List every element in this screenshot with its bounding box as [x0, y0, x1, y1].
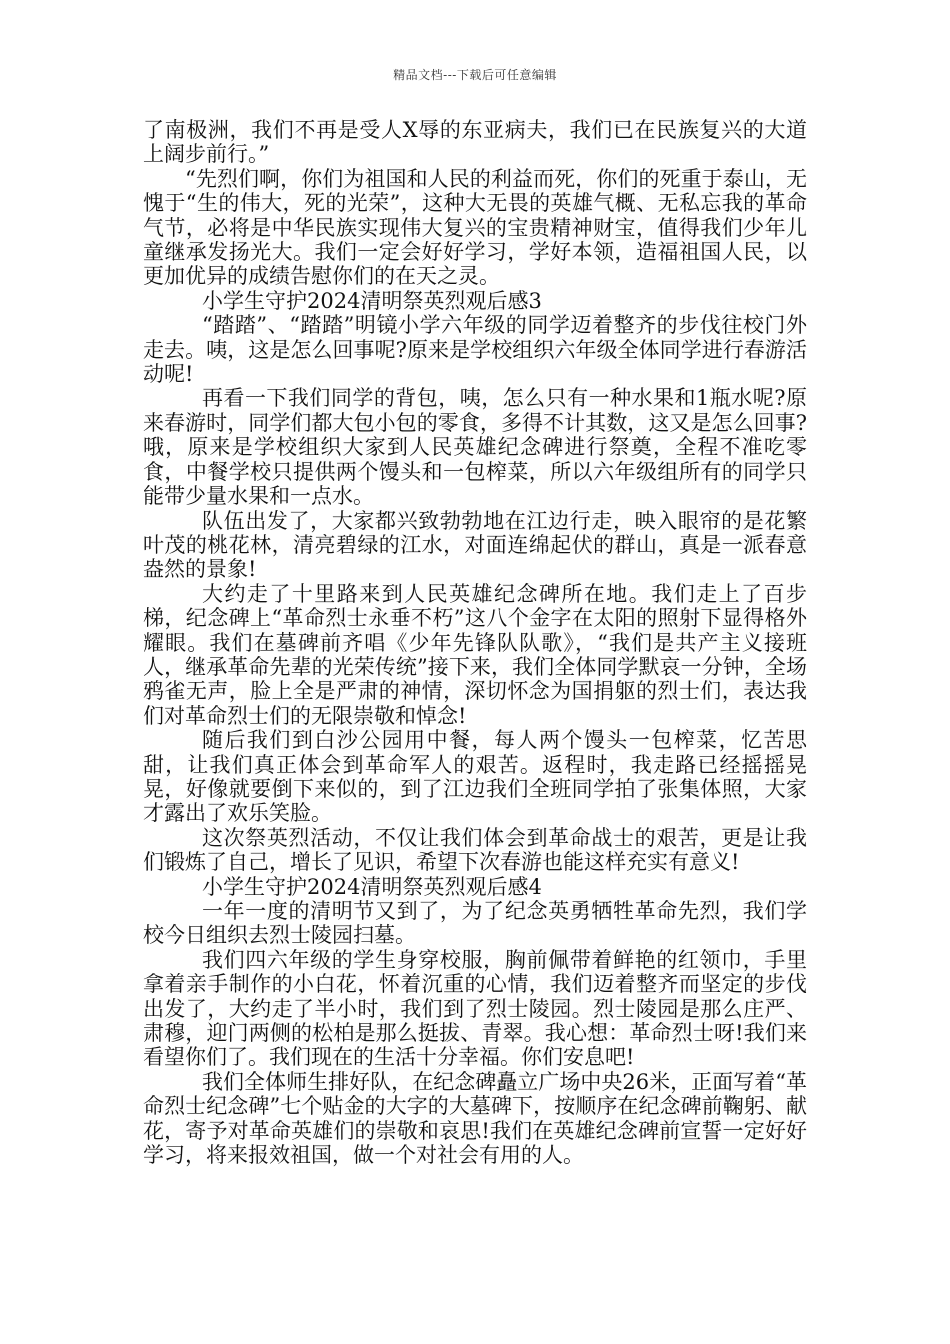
paragraph: 随后我们到白沙公园用中餐，每人两个馒头一包榨菜，忆苦思甜，让我们真正体会到革命军人的艰苦。返程时，我走路已经摇摇晃晃，好像就要倒下来似的，到了江边我们全班同学拍了张集体照，大家才露出了欢乐笑脸。 — [143, 728, 807, 826]
document-body — [143, 118, 807, 1167]
page-header: 精品文档---下载后可任意编辑 — [393, 68, 557, 82]
paragraph: 大约走了十里路来到人民英雄纪念碑所在地。我们走上了百步梯，纪念碑上“革命烈士永垂不朽”这八个金字在太阳的照射下显得格外耀眼。我们在墓碑前齐唱《少年先锋队队歌》，“我们是共产主义接班人，继承革命先辈的光荣传统”接下来，我们全体同学默哀一分钟，全场鸦雀无声，脸上全是严肃的神情，深切怀念为国捐躯的烈士们，表达我们对革命烈士们的无限崇敬和悼念! — [143, 581, 807, 728]
paragraph: 队伍出发了，大家都兴致勃勃地在江边行走，映入眼帘的是花繁叶茂的桃花林，清亮碧绿的江水，对面连绵起伏的群山，真是一派春意盎然的景象! — [143, 508, 807, 582]
section-heading: 小学生守护2024清明祭英烈观后感4 — [202, 874, 542, 899]
paragraph: 我们全体师生排好队，在纪念碑矗立广场中央26米，正面写着“革命烈士纪念碑”七个贴金的大字的大墓碑下，按顺序在纪念碑前鞠躬、献花，寄予对革命英雄们的崇敬和哀思!我们在英雄纪念碑前宣誓一定好好学习，将来报效祖国，做一个对社会有用的人。 — [143, 1069, 807, 1168]
paragraph: 了南极洲，我们不再是受人X辱的东亚病夫，我们已在民族复兴的大道上阔步前行。” — [143, 118, 807, 167]
paragraph: 我们四六年级的学生身穿校服，胸前佩带着鲜艳的红领巾，手里拿着亲手制作的小白花，怀着沉重的心情，我们迈着整齐而坚定的步伐出发了，大约走了半小时，我们到了烈士陵园。烈士陵园是那么庄严、肃穆，迎门两侧的松柏是那么挺拔、青翠。我心想：革命烈士呀!我们来看望你们了。我们现在的生活十分幸福。你们安息吧! — [143, 947, 807, 1070]
paragraph: 再看一下我们同学的背包，咦，怎么只有一种水果和1瓶水呢?原来春游时，同学们都大包小包的零食，多得不计其数，这又是怎么回事?哦，原来是学校组织大家到人民英雄纪念碑进行祭奠，全程不准吃零食，中餐学校只提供两个馒头和一包榨菜，所以六年级组所有的同学只能带少量水果和一点水。 — [143, 386, 807, 509]
paragraph: “先烈们啊，你们为祖国和人民的利益而死，你们的死重于泰山，无愧于“生的伟大，死的光荣”，这种大无畏的英雄气概、无私忘我的革命气节，必将是中华民族实现伟大复兴的宝贵精神财宝，值得我们少年儿童继承发扬光大。我们一定会好好学习，学好本领，造福祖国人民，以更加优异的成绩告慰你们的在天之灵。 — [143, 166, 807, 289]
paragraph: 这次祭英烈活动，不仅让我们体会到革命战士的艰苦，更是让我们锻炼了自己，增长了见识，希望下次春游也能这样充实有意义! — [143, 825, 807, 875]
paragraph: “踏踏”、“踏踏”明镜小学六年级的同学迈着整齐的步伐往校门外走去。咦，这是怎么回事呢?原来是学校组织六年级全体同学进行春游活动呢! — [143, 313, 807, 387]
paragraph: 一年一度的清明节又到了，为了纪念英勇牺牲革命先烈，我们学校今日组织去烈士陵园扫墓。 — [143, 899, 807, 948]
section-heading: 小学生守护2024清明祭英烈观后感3 — [202, 288, 542, 313]
